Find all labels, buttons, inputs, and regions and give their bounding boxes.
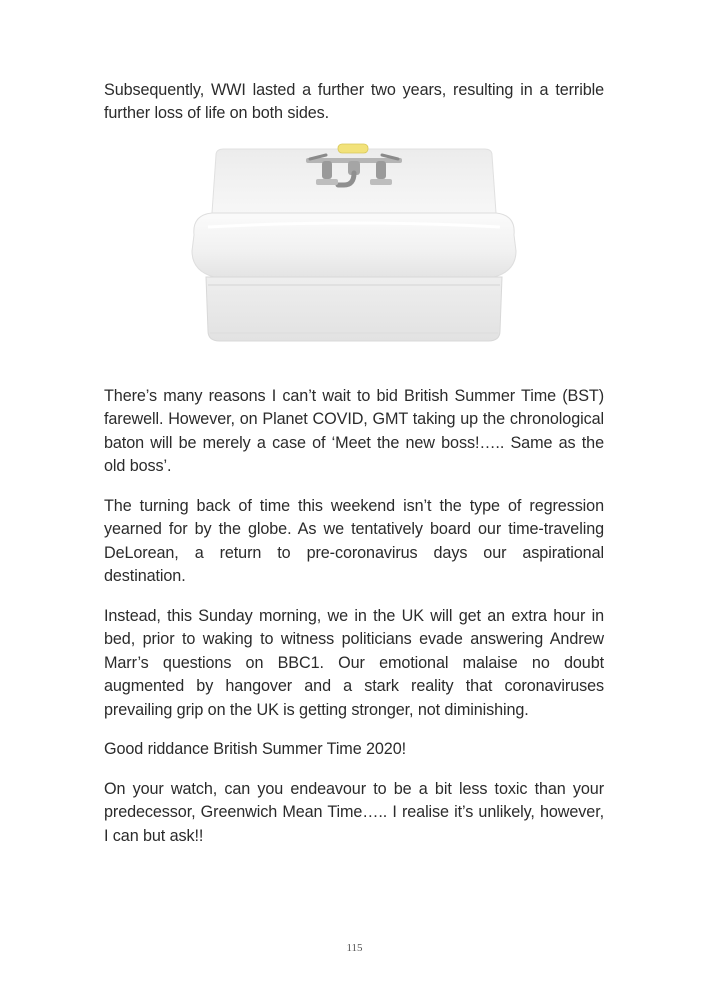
paragraph-good-riddance: Good riddance British Summer Time 2020! (104, 740, 407, 758)
sink-image (188, 143, 520, 347)
paragraph-wwi: Subsequently, WWI lasted a further two years, resulting in a terrible further loss of life on both sides. (104, 81, 604, 123)
paragraph-turning-back-time: The turning back of time this weekend isn’t the type of regression yearned for by the globe. As we tentatively board our time-traveling DeLorean, a return to pre-coronavirus days our aspirational destination. (104, 497, 604, 586)
paragraph-sunday-morning: Instead, this Sunday morning, we in the UK will get an extra hour in bed, prior to waking to witness politicians evade answering Andrew Marr’s questions on BBC1. Our emotional malaise no doubt augmented by hangover and a stark reality that coronaviruses prevailing grip on the UK is getting stronger, not diminishing. (104, 607, 604, 719)
sink-illustration-icon (188, 143, 520, 347)
paragraph-bst-farewell: There’s many reasons I can’t wait to bid British Summer Time (BST) farewell. However, on Planet COVID, GMT taking up the chronological baton will be merely a case of ‘Meet the new boss!….. Same as the old boss’. (104, 387, 604, 476)
paragraph-on-your-watch: On your watch, can you endeavour to be a bit less toxic than your predecessor, Greenwich Mean Time….. I realise it’s unlikely, however, I can but ask!! (104, 780, 604, 845)
page-number: 115 (346, 942, 363, 954)
